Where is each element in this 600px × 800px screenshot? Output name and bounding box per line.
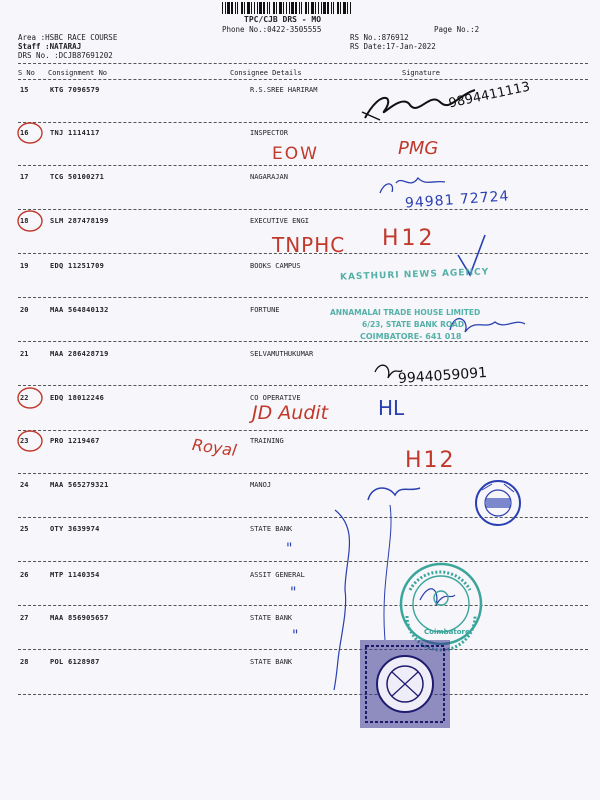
row-number: 16 [20,129,29,137]
stamp-annamalai-line2: 6/23, STATE BANK ROAD [362,320,465,329]
col-signature: Signature [402,69,440,77]
row-number: 26 [20,571,29,579]
handwritten-phone-r21: 9944059091 [397,364,488,388]
consignee-details: FORTUNE [250,306,280,314]
col-consignment: Consignment No [48,69,108,77]
handwritten-phone-r17: 94981 72724 [404,188,510,212]
consignee-details: TRAINING [250,437,284,445]
row-number: 23 [20,437,29,445]
phone-number: Phone No.:0422-3505555 [222,25,322,34]
consignment-number: EDQ 11251709 [50,262,105,270]
row-number: 20 [20,306,29,314]
consignment-number: MAA 286428719 [50,350,109,358]
consignee-details: SELVAMUTHUKUMAR [250,350,314,358]
consignee-details: STATE BANK [250,614,293,622]
consignment-number: MAA 856905657 [50,614,109,622]
handwritten-note-r18-right: H12 [382,226,436,251]
handwritten-note-r16-left: EOW [272,144,319,164]
consignment-number: KTG 7096579 [50,86,100,94]
consignee-details: STATE BANK [250,525,293,533]
drs-number: DRS No. :DCJB87691202 [18,51,113,60]
consignee-details: ASSIT GENERAL [250,571,305,579]
stamp-annamalai-line3: COIMBATORE- 641 018 [360,332,462,341]
consignment-number: EDQ 18012246 [50,394,105,402]
stamp-kasthuri: KASTHURI NEWS AGENCY [339,267,490,283]
consignee-details: MANOJ [250,481,272,489]
consignee-details: NAGARAJAN [250,173,288,181]
rs-number: RS No.:876912 [350,33,409,42]
consignment-number: SLM 287478199 [50,217,109,225]
consignment-number: MAA 565279321 [50,481,109,489]
row-number: 18 [20,217,29,225]
handwritten-note-r16-right: PMG [398,138,439,159]
consignment-number: POL 6128987 [50,658,100,666]
row-number: 15 [20,86,29,94]
consignment-number: OTY 3639974 [50,525,100,533]
area-label: Area :HSBC RACE COURSE [18,33,118,42]
row-number: 21 [20,350,29,358]
rs-date: RS Date:17-Jan-2022 [350,42,436,51]
handwritten-note-r18-left: TNPHC [272,233,346,257]
doc-title: TPC/CJB DRS - MO [244,15,322,24]
consignee-details: INSPECTOR [250,129,288,137]
stamp-annamalai-line1: ANNAMALAI TRADE HOUSE LIMITED [330,308,481,317]
ditto-mark: " [292,628,299,644]
sbi-stamp-label: Coimbatore [424,628,470,636]
handwritten-note-r23-right: H12 [405,448,456,473]
row-number: 19 [20,262,29,270]
ditto-mark: " [286,541,293,557]
col-sno: S No [18,69,35,77]
ditto-mark: " [290,585,297,601]
page-number: Page No.:2 [434,25,480,34]
handwritten-note-r22-right: HL [378,396,405,420]
consignment-number: MAA 564840132 [50,306,109,314]
row-number: 27 [20,614,29,622]
row-number: 24 [20,481,29,489]
consignment-number: PRO 1219467 [50,437,100,445]
consignment-number: MTP 1140354 [50,571,100,579]
consignee-details: EXECUTIVE ENGI [250,217,310,225]
row-number: 17 [20,173,29,181]
consignee-details: STATE BANK [250,658,293,666]
col-consignee: Consignee Details [230,69,302,77]
row-number: 28 [20,658,29,666]
row-number: 25 [20,525,29,533]
consignment-number: TNJ 1114117 [50,129,100,137]
consignee-details: BOOKS CAMPUS [250,262,301,270]
handwritten-note-r23-left: Royal [190,434,238,461]
staff-label: Staff :NATARAJ [18,42,82,51]
handwritten-phone-r15: 9894411113 [447,79,532,112]
consignment-number: TCG 50100271 [50,173,105,181]
consignee-details: CO OPERATIVE [250,394,301,402]
row-number: 22 [20,394,29,402]
handwritten-note-r22-left: JD Audit [252,402,329,424]
consignee-details: R.S.SREE HARIRAM [250,86,318,94]
